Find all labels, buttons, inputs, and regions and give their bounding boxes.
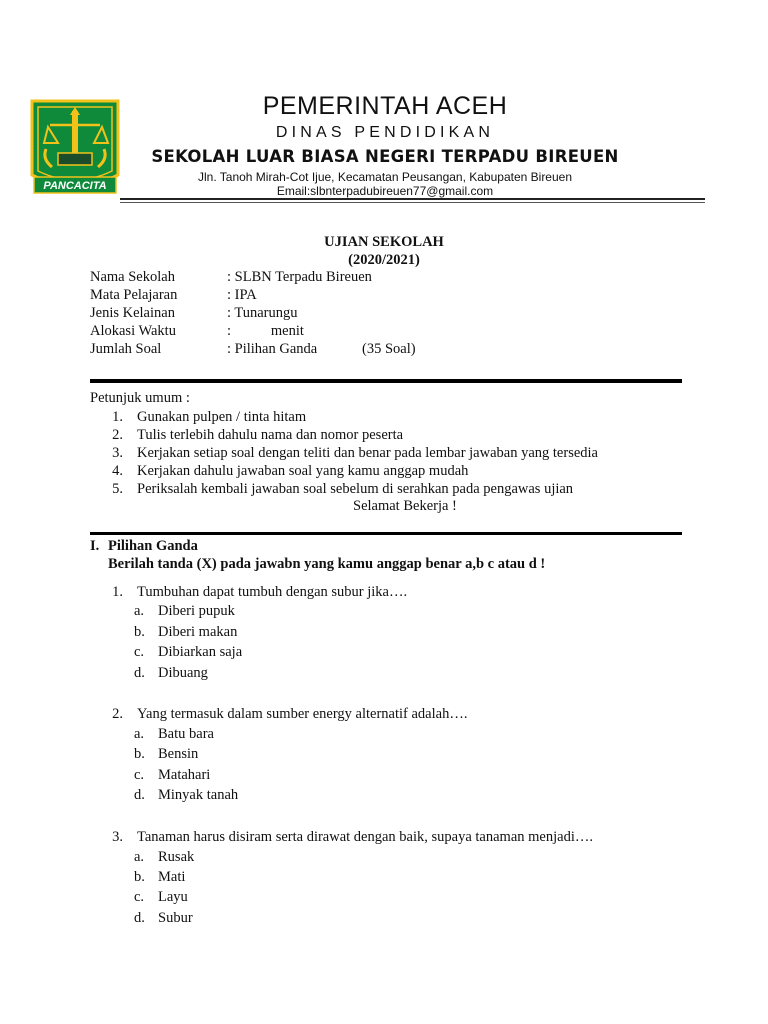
option-text: Diberi pupuk [158, 603, 235, 619]
letterhead-rule-thin [120, 202, 705, 203]
list-item: Kerjakan dahulu jawaban soal yang kamu anggap mudah [137, 463, 469, 479]
option-text: Layu [158, 889, 188, 905]
option-text: Minyak tanah [158, 787, 239, 803]
list-number: 4. [112, 463, 123, 479]
option-text: Dibiarkan saja [158, 644, 243, 660]
question-number: 2. [112, 706, 123, 722]
info-value: : IPA [227, 287, 257, 303]
school-address: Jln. Tanoh Mirah-Cot Ijue, Kecamatan Peusangan, Kabupaten Bireuen [197, 170, 573, 184]
info-row [90, 341, 650, 359]
section-divider [90, 532, 682, 535]
option-letter: d. [134, 665, 145, 681]
list-item: Kerjakan setiap soal dengan teliti dan benar pada lembar jawaban yang tersedia [137, 445, 598, 461]
info-label: Alokasi Waktu [90, 323, 176, 339]
info-row [90, 287, 650, 305]
school-email: Email:slbnterpadubireuen77@gmail.com [276, 184, 494, 198]
info-row [90, 305, 650, 323]
info-label: Nama Sekolah [90, 269, 175, 285]
section-instruction: Berilah tanda (X) pada jawabn yang kamu anggap benar a,b c atau d ! [108, 556, 546, 572]
list-number: 2. [112, 427, 123, 443]
option-letter: c. [134, 644, 145, 660]
option-text: Dibuang [158, 665, 208, 681]
info-row [90, 323, 650, 341]
question-text: Tumbuhan dapat tumbuh dengan subur jika…. [137, 584, 408, 600]
list-item: Tulis terlebih dahulu nama dan nomor peserta [137, 427, 404, 443]
agency-name: DINAS PENDIDIKAN [275, 124, 495, 141]
option-letter: b. [134, 624, 145, 640]
option-letter: b. [134, 746, 145, 762]
question-number: 1. [112, 584, 123, 600]
option-text: Rusak [158, 849, 195, 865]
option-letter: b. [134, 869, 145, 885]
info-value: : Pilihan Ganda [227, 341, 318, 357]
info-label: Mata Pelajaran [90, 287, 178, 303]
question-text: Yang termasuk dalam sumber energy alternatif adalah…. [137, 706, 468, 722]
info-value: : SLBN Terpadu Bireuen [227, 269, 372, 285]
school-name: SEKOLAH LUAR BIASA NEGERI TERPADU BIREUEN [151, 147, 619, 166]
option-text: Mati [158, 869, 186, 885]
question-3 [0, 829, 768, 929]
option-letter: c. [134, 889, 145, 905]
list-item: Gunakan pulpen / tinta hitam [137, 409, 307, 425]
option-letter: c. [134, 767, 145, 783]
option-letter: a. [134, 726, 145, 742]
svg-text:PANCACITA: PANCACITA [43, 180, 107, 192]
option-letter: a. [134, 849, 145, 865]
exam-title: UJIAN SEKOLAH [324, 234, 444, 250]
question-2 [0, 706, 768, 806]
question-count: (35 Soal) [362, 341, 416, 357]
list-number: 3. [112, 445, 123, 461]
question-text: Tanaman harus disiram serta dirawat dengan baik, supaya tanaman menjadi…. [137, 829, 593, 845]
option-text: Matahari [158, 767, 211, 783]
option-text: Diberi makan [158, 624, 238, 640]
info-row [90, 269, 650, 287]
info-label: Jenis Kelainan [90, 305, 175, 321]
info-label: Jumlah Soal [90, 341, 162, 357]
option-letter: d. [134, 787, 145, 803]
option-text: Bensin [158, 746, 199, 762]
section-divider [90, 379, 682, 383]
question-number: 3. [112, 829, 123, 845]
question-1 [0, 584, 768, 684]
list-item: Periksalah kembali jawaban soal sebelum di serahkan pada pengawas ujian [137, 481, 574, 497]
option-text: Batu bara [158, 726, 214, 742]
option-letter: d. [134, 910, 145, 926]
section-title: Pilihan Ganda [108, 538, 198, 554]
section-number: I. [90, 538, 100, 554]
option-text: Subur [158, 910, 193, 926]
closing-text: Selamat Bekerja ! [353, 498, 457, 514]
list-number: 5. [112, 481, 123, 497]
info-value: : menit [227, 323, 304, 339]
option-letter: a. [134, 603, 145, 619]
instructions-heading: Petunjuk umum : [90, 390, 190, 406]
letterhead-rule [120, 198, 705, 200]
exam-year: (2020/2021) [348, 252, 420, 268]
government-name: PEMERINTAH ACEH [262, 92, 508, 120]
list-number: 1. [112, 409, 123, 425]
info-value: : Tunarungu [227, 305, 298, 321]
